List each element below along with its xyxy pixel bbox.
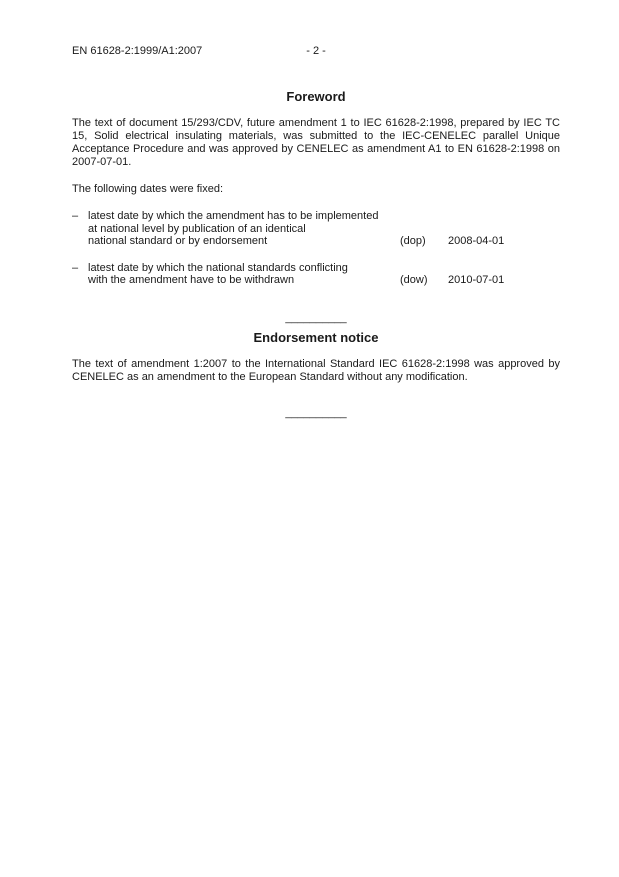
list-item-line: latest date by which the amendment has to be implemented (88, 210, 379, 222)
list-item-dow (72, 262, 560, 287)
date-value-dop: 2008-04-01 (448, 235, 505, 247)
endorsement-title: Endorsement notice (253, 329, 379, 345)
list-item-line: with the amendment have to be withdrawn (88, 274, 295, 286)
list-item-line: national standard or by endorsement (88, 235, 268, 247)
end-separator: __________ (285, 406, 347, 419)
list-item-line: latest date by which the national standards conflicting (88, 261, 348, 274)
section-separator: __________ (285, 311, 347, 324)
page-number: - 2 - (306, 45, 326, 57)
date-code-dop: (dop) (400, 235, 426, 247)
dash-marker: – (72, 261, 79, 274)
endorsement-paragraph: The text of amendment 1:2007 to the International Standard IEC 61628-2:1998 was approved by CENELEC as an amendment to the European Standard without any modification. (72, 357, 560, 383)
dash-marker: – (72, 210, 79, 222)
fixed-dates-list (72, 210, 560, 287)
list-item-line: at national level by publication of an identical (88, 222, 306, 235)
document-reference: EN 61628-2:1999/A1:2007 (72, 45, 203, 57)
dates-intro: The following dates were fixed: (72, 183, 224, 195)
date-value-dow: 2010-07-01 (448, 274, 505, 286)
list-item-dop (72, 210, 560, 248)
foreword-title: Foreword (286, 89, 346, 104)
foreword-paragraph: The text of document 15/293/CDV, future amendment 1 to IEC 61628-2:1998, prepared by IEC TC 15, Solid electrical insulating materials, was submitted to the IEC-CENELEC parallel Unique Acceptance Procedure and was approved by CENELEC as amendment A1 to EN 61628-2:1998 on 2007-07-01. (72, 117, 560, 168)
date-code-dow: (dow) (400, 274, 428, 286)
page-header (72, 45, 560, 58)
